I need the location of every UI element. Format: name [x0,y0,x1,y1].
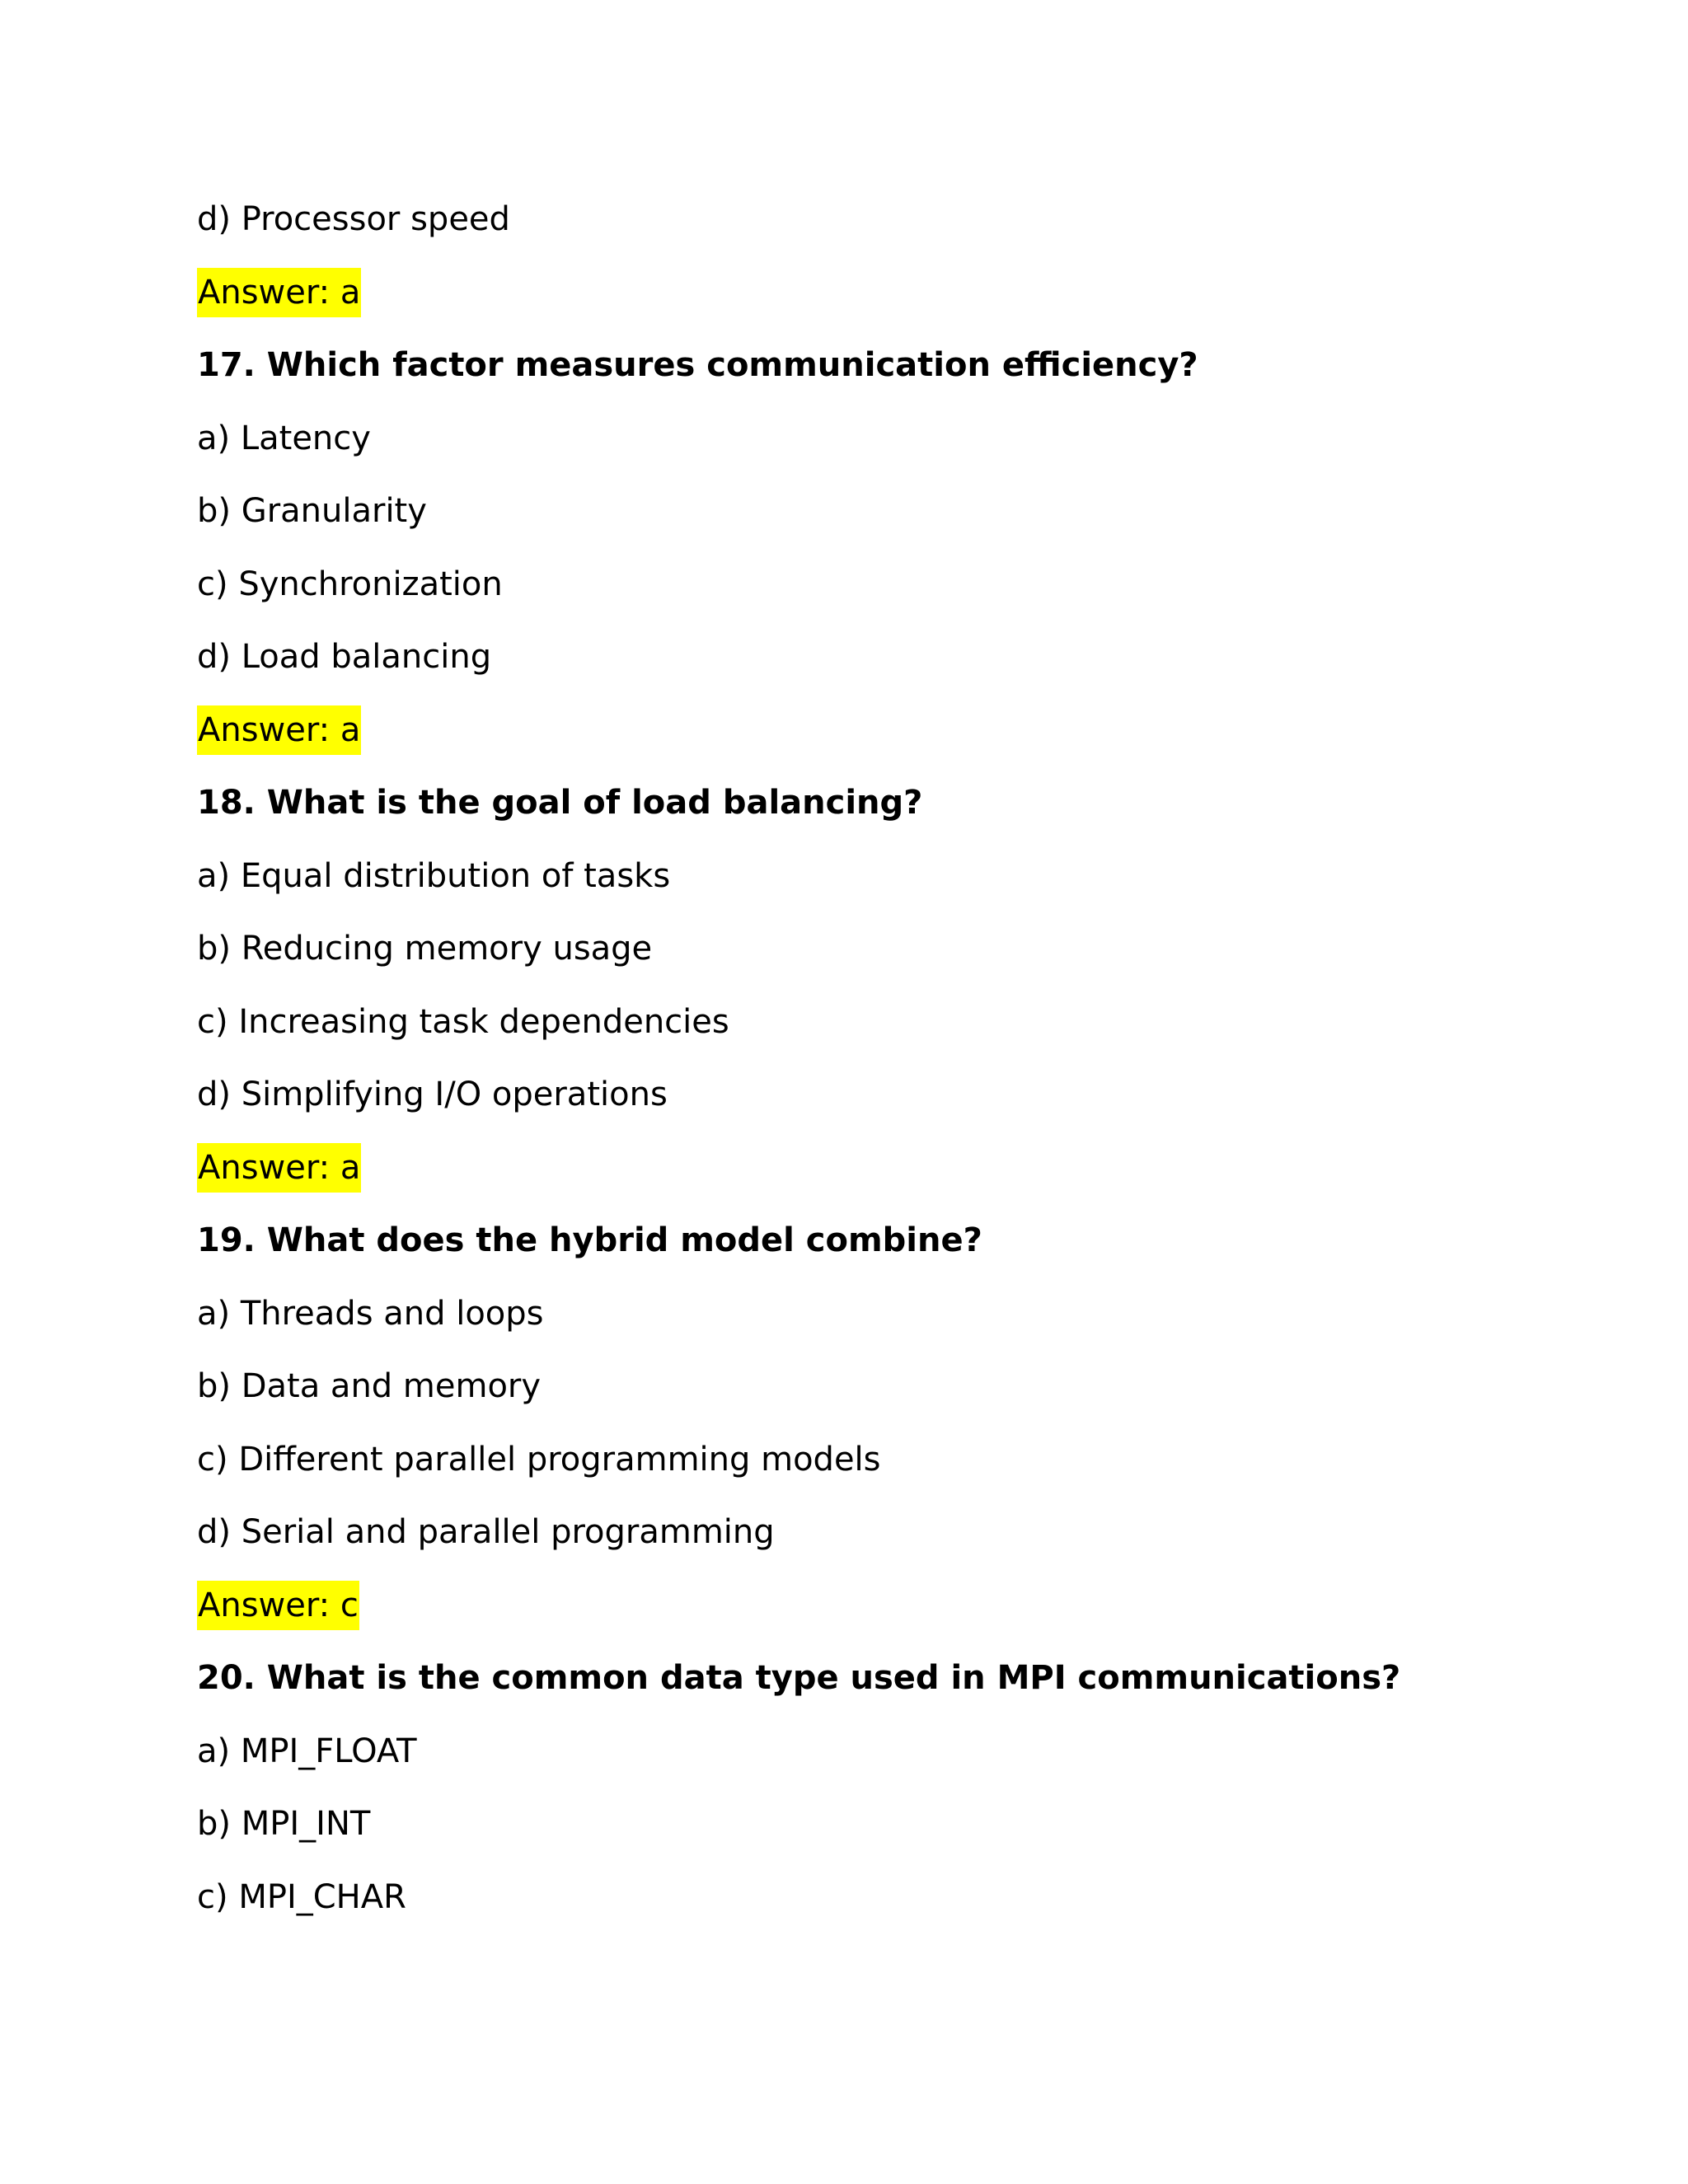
answer-highlight: Answer: c [197,1581,359,1630]
option-18c: c) Increasing task dependencies [197,1003,729,1041]
answer-17 [197,705,361,755]
answer-highlight: Answer: a [197,705,361,755]
question-18: 18. What is the goal of load balancing? [197,784,923,822]
option-17d: d) Load balancing [197,638,492,676]
question-19: 19. What does the hybrid model combine? [197,1221,982,1259]
option-19d: d) Serial and parallel programming [197,1513,775,1551]
option-20c: c) MPI_CHAR [197,1878,406,1916]
answer-highlight: Answer: a [197,268,361,317]
option-18a: a) Equal distribution of tasks [197,857,671,895]
answer-highlight: Answer: a [197,1143,361,1193]
option-17b: b) Granularity [197,492,427,530]
option-19b: b) Data and memory [197,1367,542,1405]
option-19c: c) Different parallel programming models [197,1441,881,1479]
answer-19 [197,1581,359,1630]
answer-16 [197,268,361,317]
option-19a: a) Threads and loops [197,1295,544,1333]
option-20b: b) MPI_INT [197,1805,371,1843]
option-18d: d) Simplifying I/O operations [197,1076,668,1113]
option-16d: d) Processor speed [197,200,510,238]
option-18b: b) Reducing memory usage [197,930,653,968]
option-17c: c) Synchronization [197,565,503,603]
question-20: 20. What is the common data type used in MPI communications? [197,1659,1401,1697]
question-17: 17. Which factor measures communication efficiency? [197,346,1198,384]
option-17a: a) Latency [197,419,371,457]
option-20a: a) MPI_FLOAT [197,1732,417,1770]
answer-18 [197,1143,361,1193]
